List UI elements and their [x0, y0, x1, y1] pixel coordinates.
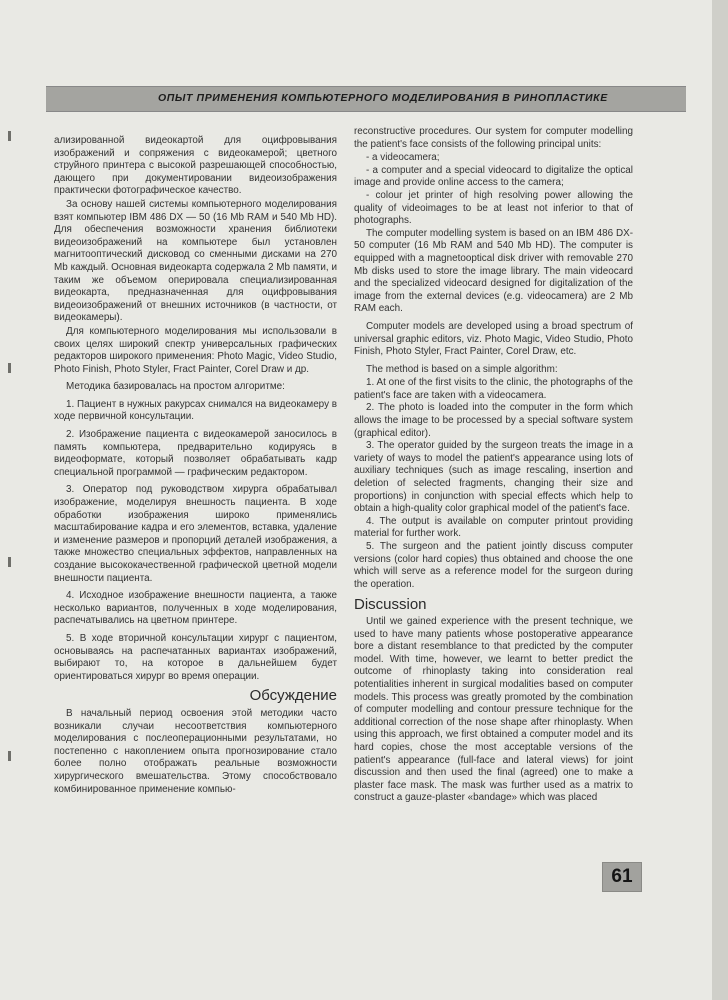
- list-item: - a videocamera;: [366, 152, 440, 164]
- margin-mark: [8, 363, 11, 373]
- running-header: [46, 86, 686, 112]
- list-item: 5. The surgeon and the patient jointly discuss computer versions (color hard copies) thus obtained and choose the one which will serve as a reference model for the surgeon during the operation.: [354, 541, 633, 590]
- paragraph: ализированной видеокартой для оцифровывания изображений и сопряжения с видеокамерой; цветного струйного принтера с высокой разрешающей способностью, дающего при документировании видеоизображения практически фотографическое качество.: [54, 135, 337, 197]
- page-edge: [712, 0, 728, 1000]
- running-header-title: ОПЫТ ПРИМЕНЕНИЯ КОМПЬЮТЕРНОГО МОДЕЛИРОВАНИЯ В РИНОПЛАСТИКЕ: [158, 92, 608, 104]
- paragraph: Computer models are developed using a broad spectrum of universal graphic editors, viz. Photo Magic, Video Studio, Photo Finish, Photo Styler, Fract Painter, Corel Draw, etc.: [354, 320, 633, 358]
- paragraph: В начальный период освоения этой методики часто возникали случаи несоответствия компьютерного моделирования с послеоперационными результатами, но постепенно с накоплением опыта прогнозирование стало более полно отображать реальные возможности хирургического вмешательства. Этому способствовало комбинированное применение компью-: [54, 707, 337, 795]
- margin-mark: [8, 751, 11, 761]
- margin-mark: [8, 557, 11, 567]
- paragraph: За основу нашей системы компьютерного моделирования взят компьютер IBM 486 DX — 50 (16 Mb RAM и 540 Mb HD). Для обеспечения возможности хранения библиотеки видеоизображений на компьютере был установлен магнитооптический дисковод со сменными дисками на 270 Mb каждый. Основная видеокарта содержала 2 Mb памяти, и таким же объемом оперировала специализированная видеокарта, предназначенная для оцифровывания видеоизображений от внешних источников (в частности, от видеокамеры).: [54, 198, 337, 324]
- list-item: 2. Изображение пациента с видеокамерой заносилось в память компьютера, предварительно кодируясь в видеоформате, который позволяет обрабатывать кадр специальной программой — графическим редактором.: [54, 429, 337, 478]
- list-item: - colour jet printer of high resolving power allowing the quality of videoimages to be at least not inferior to that of photographs.: [354, 189, 633, 227]
- paragraph: The computer modelling system is based on an IBM 486 DX-50 computer (16 Mb RAM and 540 Mb HD). The computer is equipped with a magnetooptical disk driver with removable 270 Mb disks used to store the image library. The main videocard and the specialized videocard designed for digitalization of the image from the external devices (e.g. videocamera) are 2 Mb RAM each.: [354, 227, 633, 315]
- list-item: - a computer and a special videocard to digitalize the optical image and provide online access to the camera;: [354, 164, 633, 189]
- page-number: 61: [602, 862, 642, 892]
- margin-mark: [8, 131, 11, 141]
- paragraph: The method is based on a simple algorithm:: [366, 363, 558, 375]
- list-item: 1. Пациент в нужных ракурсах снимался на видеокамеру в ходе первичной консультации.: [54, 398, 337, 423]
- paragraph: Методика базировалась на простом алгоритме:: [66, 381, 285, 393]
- paragraph: Для компьютерного моделирования мы использовали в своих целях широкий спектр универсальных графических редакторов широкого применения: Photo Magic, Video Studio, Photo Finish, Photo Styler, Fract Painter, Corel Draw и др.: [54, 325, 337, 375]
- list-item: 1. At one of the first visits to the clinic, the photographs of the patient's face are taken with a videocamera.: [354, 377, 633, 401]
- section-heading: Discussion: [354, 596, 427, 614]
- paragraph: Until we gained experience with the present technique, we used to have many patients whose postoperative appearance bore a distant resemblance to that predicted by the computer model. With time, however, we learnt to better predict the outcome of rhinoplasty taking into consideration real potentialities inherent in surgical modalities based on computer models. This process was greatly promoted by the combination of computer modelling and contour pressure technique for the additional correction of the nose shape after rhinoplasty. When using this approach, we first obtained a computer model and its hard copies, chose the most acceptable versions of the patient's appearance (full-face and lateral views) for joint discussion and then used the final (agreed) one to make a plaster face mask. The mask was further used as a matrix to construct a gauze-plaster «bandage» which was placed: [354, 615, 633, 804]
- list-item: 4. Исходное изображение внешности пациента, а также несколько вариантов, полученных в ходе моделирования, распечатывались на цветном принтере.: [54, 590, 337, 627]
- list-item: 2. The photo is loaded into the computer in the form which allows the image to be processed by a special software system (graphical editor).: [354, 402, 633, 439]
- russian-column: [54, 135, 337, 797]
- list-item: 5. В ходе вторичной консультации хирург с пациентом, основываясь на распечатанных вариантах изображений, выбирают то, на которое в дальнейшем будет ориентироваться хирург во время операции.: [54, 632, 337, 682]
- list-item: 4. The output is available on computer printout providing material for further work.: [354, 515, 633, 540]
- english-column: [354, 126, 633, 806]
- paragraph: reconstructive procedures. Our system for computer modelling the patient's face consists of the following principal units:: [354, 126, 633, 150]
- list-item: 3. Оператор под руководством хирурга обрабатывал изображение, моделируя внешность пациента. В ходе обработки изображения широко применялись масштабирование кадра и его элементов, вставка, удаление и изменение размеров и пропорций деталей изображения, а также множество специальных эффектов, направленных на создание высококачественной графической цветной модели внешности пациента.: [54, 484, 337, 584]
- list-item: 3. The operator guided by the surgeon treats the image in a variety of ways to model the patient's appearance using lots of auxiliary techniques (such as image rescaling, insertion and deletion of selected fragments, changing their size and proportions) in conjunction with special effects which help to obtain a high-quality color graphical model of the patient's face.: [354, 440, 633, 515]
- section-heading: Обсуждение: [249, 687, 337, 705]
